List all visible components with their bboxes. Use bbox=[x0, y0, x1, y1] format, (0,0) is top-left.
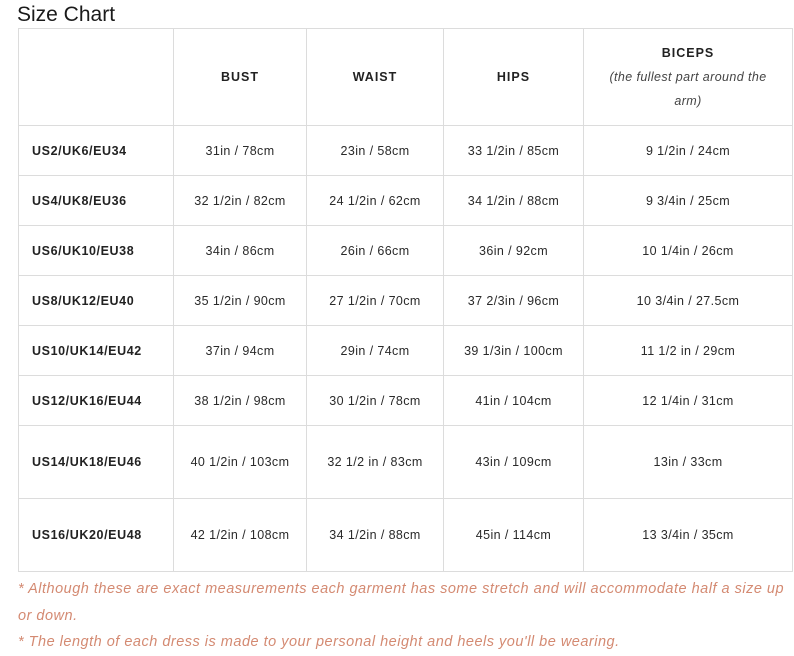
footnote-length: * The length of each dress is made to your personal height and heels you'll be wearing. bbox=[18, 634, 620, 650]
table-row bbox=[19, 276, 793, 326]
size-label: US10/UK14/EU42 bbox=[19, 326, 174, 376]
size-label: US16/UK20/EU48 bbox=[19, 499, 174, 572]
biceps-cell: 10 1/4in / 26cm bbox=[584, 226, 793, 276]
table-row bbox=[19, 426, 793, 499]
hips-cell: 39 1/3in / 100cm bbox=[444, 326, 584, 376]
waist-cell: 29in / 74cm bbox=[307, 326, 444, 376]
size-chart-table bbox=[18, 28, 793, 572]
header-biceps-note: (the fullest part around the arm) bbox=[609, 70, 767, 108]
hips-cell: 36in / 92cm bbox=[444, 226, 584, 276]
bust-cell: 38 1/2in / 98cm bbox=[174, 376, 307, 426]
table-row bbox=[19, 176, 793, 226]
header-bust: BUST bbox=[174, 29, 307, 126]
biceps-cell: 9 1/2in / 24cm bbox=[584, 126, 793, 176]
bust-cell: 34in / 86cm bbox=[174, 226, 307, 276]
waist-cell: 30 1/2in / 78cm bbox=[307, 376, 444, 426]
header-empty bbox=[19, 29, 174, 126]
table-row bbox=[19, 376, 793, 426]
table-row bbox=[19, 326, 793, 376]
biceps-cell: 13in / 33cm bbox=[584, 426, 793, 499]
biceps-cell: 9 3/4in / 25cm bbox=[584, 176, 793, 226]
footnotes bbox=[18, 576, 788, 656]
size-label: US4/UK8/EU36 bbox=[19, 176, 174, 226]
bust-cell: 32 1/2in / 82cm bbox=[174, 176, 307, 226]
table-row bbox=[19, 226, 793, 276]
biceps-cell: 12 1/4in / 31cm bbox=[584, 376, 793, 426]
header-waist: WAIST bbox=[307, 29, 444, 126]
size-label: US12/UK16/EU44 bbox=[19, 376, 174, 426]
hips-cell: 37 2/3in / 96cm bbox=[444, 276, 584, 326]
page-title: Size Chart bbox=[17, 3, 116, 26]
hips-cell: 34 1/2in / 88cm bbox=[444, 176, 584, 226]
header-biceps: BICEPS (the fullest part around the arm) bbox=[584, 29, 793, 126]
waist-cell: 34 1/2in / 88cm bbox=[307, 499, 444, 572]
bust-cell: 31in / 78cm bbox=[174, 126, 307, 176]
bust-cell: 42 1/2in / 108cm bbox=[174, 499, 307, 572]
footnote-stretch: * Although these are exact measurements each garment has some stretch and will accommodate half a size up or down. bbox=[18, 581, 785, 624]
waist-cell: 32 1/2 in / 83cm bbox=[307, 426, 444, 499]
header-hips: HIPS bbox=[444, 29, 584, 126]
biceps-cell: 11 1/2 in / 29cm bbox=[584, 326, 793, 376]
bust-cell: 35 1/2in / 90cm bbox=[174, 276, 307, 326]
hips-cell: 33 1/2in / 85cm bbox=[444, 126, 584, 176]
waist-cell: 24 1/2in / 62cm bbox=[307, 176, 444, 226]
waist-cell: 26in / 66cm bbox=[307, 226, 444, 276]
size-label: US14/UK18/EU46 bbox=[19, 426, 174, 499]
hips-cell: 45in / 114cm bbox=[444, 499, 584, 572]
waist-cell: 23in / 58cm bbox=[307, 126, 444, 176]
table-header-row bbox=[19, 29, 793, 126]
table-row bbox=[19, 126, 793, 176]
size-label: US8/UK12/EU40 bbox=[19, 276, 174, 326]
size-label: US2/UK6/EU34 bbox=[19, 126, 174, 176]
waist-cell: 27 1/2in / 70cm bbox=[307, 276, 444, 326]
bust-cell: 37in / 94cm bbox=[174, 326, 307, 376]
biceps-cell: 13 3/4in / 35cm bbox=[584, 499, 793, 572]
hips-cell: 43in / 109cm bbox=[444, 426, 584, 499]
biceps-cell: 10 3/4in / 27.5cm bbox=[584, 276, 793, 326]
size-label: US6/UK10/EU38 bbox=[19, 226, 174, 276]
hips-cell: 41in / 104cm bbox=[444, 376, 584, 426]
table-row bbox=[19, 499, 793, 572]
bust-cell: 40 1/2in / 103cm bbox=[174, 426, 307, 499]
